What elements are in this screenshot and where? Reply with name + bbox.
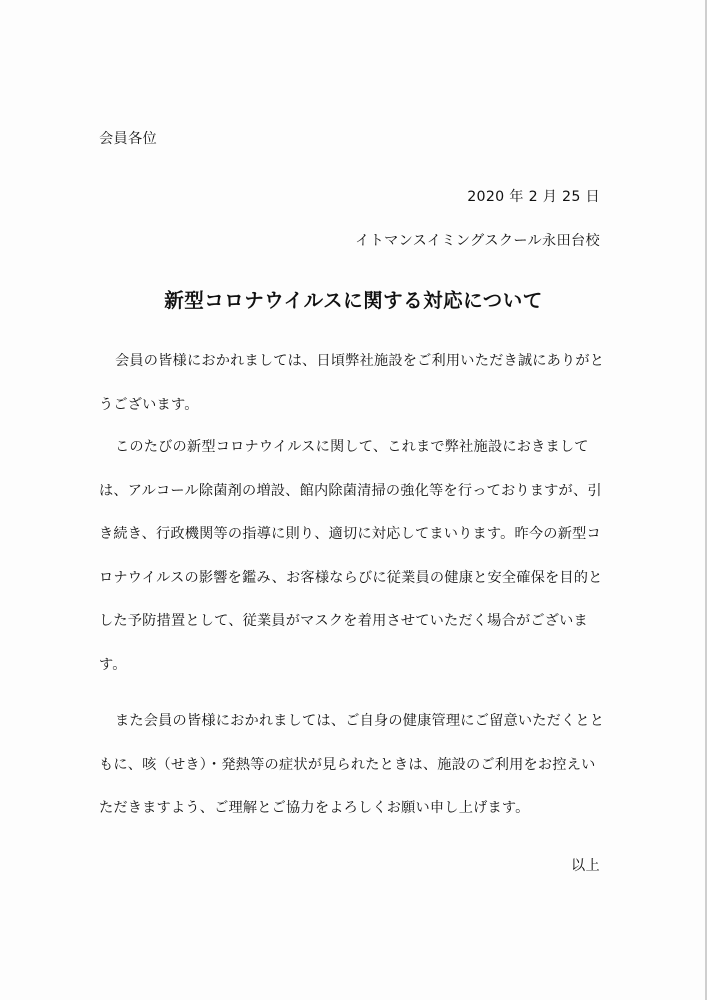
paragraph-line: また会員の皆様におかれましては、ご自身の健康管理にご留意いただくとと — [115, 713, 605, 729]
paragraph-line: き続き、行政機関等の指導に則り、適切に対応してまいります。昨今の新型コ — [99, 526, 601, 542]
sender: イトマンスイミングスクール永田台校 — [355, 233, 600, 249]
paragraph-line: は、アルコール除菌剤の増設、館内除菌清掃の強化等を行っておりますが、引 — [99, 483, 602, 499]
document-title: 新型コロナウイルスに関する対応について — [164, 289, 543, 312]
addressee: 会員各位 — [99, 131, 157, 147]
date: 2020 年 2 月 25 日 — [467, 189, 600, 205]
paragraph-line: ただきますよう、ご理解とご協力をよろしくお願い申し上げます。 — [99, 800, 530, 816]
closing: 以上 — [571, 858, 600, 874]
paragraph-line: ロナウイルスの影響を鑑み、お客様ならびに従業員の健康と安全確保を目的と — [99, 570, 603, 586]
paragraph-line: す。 — [99, 657, 127, 673]
paragraph-line: した予防措置として、従業員がマスクを着用させていただく場合がございま — [99, 613, 588, 629]
paragraph-line: このたびの新型コロナウイルスに関して、これまで弊社施設におきまして — [115, 439, 589, 455]
paragraph-line: 会員の皆様におかれましては、日頃弊社施設をご利用いただき誠にありがと — [115, 353, 605, 369]
paragraph-line: うございます。 — [99, 397, 199, 413]
paragraph-line: もに、咳（せき）・発熱等の症状が見られたときは、施設のご利用をお控えい — [99, 757, 596, 773]
